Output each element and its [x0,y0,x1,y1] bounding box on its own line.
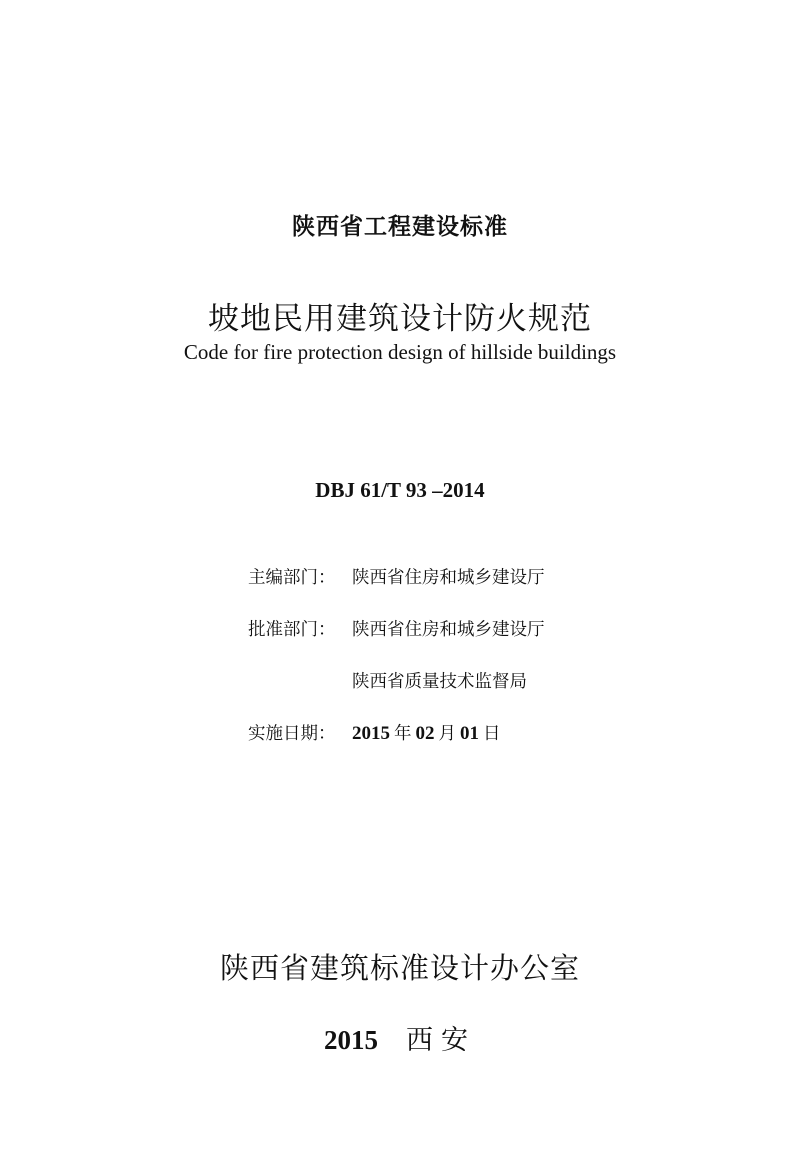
approver-row-2 [248,654,545,706]
standard-code: DBJ 61/T 93 –2014 [315,478,485,502]
date-day: 01 [460,722,479,744]
date-year-unit: 年 [394,723,412,744]
document-title-english: Code for fire protection design of hillside buildings [183,340,617,364]
approver-value-1: 陕西省住房和城乡建设厅 [352,619,545,640]
date-row [248,706,545,758]
editor-label: 主编部门： [248,567,336,588]
publication-info [248,550,545,758]
date-year: 2015 [352,722,390,744]
date-day-unit: 日 [483,723,501,744]
publisher: 陕西省建筑标准设计办公室 [219,951,580,985]
approver-row [248,602,545,654]
editor-value: 陕西省住房和城乡建设厅 [352,567,545,588]
document-title-chinese: 坡地民用建筑设计防火规范 [208,301,592,337]
series-title: 陕西省工程建设标准 [292,214,508,240]
publication-city: 西安 [406,1025,476,1056]
date-month-unit: 月 [438,723,456,744]
date-value [352,720,505,745]
publication-place-line [0,1018,800,1057]
publication-year: 2015 [324,1025,378,1055]
approver-value-2: 陕西省质量技术监督局 [352,671,527,692]
editor-row [248,550,545,602]
date-label: 实施日期： [248,723,336,744]
approver-label: 批准部门： [248,619,336,640]
date-month: 02 [415,722,435,744]
